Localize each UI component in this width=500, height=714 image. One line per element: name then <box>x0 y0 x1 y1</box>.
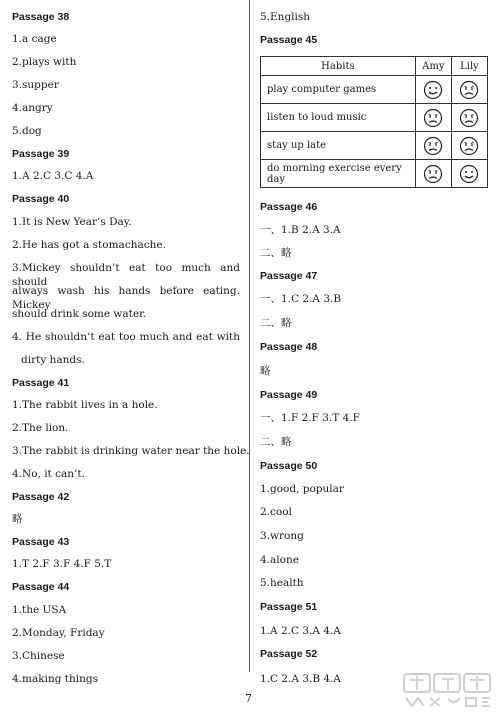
p40-answer-1: 1.It is New Year’s Day. <box>12 216 132 228</box>
p38-answer-4: 4.angry <box>12 102 53 114</box>
p41-answer-2: 2.The lion. <box>12 422 69 434</box>
habit-cell: play computer games <box>261 76 416 104</box>
p50-answer-4: 4.alone <box>260 554 299 566</box>
passage-41-title: Passage 41 <box>12 377 70 389</box>
p46-part-1: 一、1.B 2.A 3.A <box>260 224 341 236</box>
p41-answer-4: 4.No, it can’t. <box>12 468 85 480</box>
passage-48-title: Passage 48 <box>260 341 318 353</box>
column-divider <box>249 0 250 672</box>
sad-face-icon <box>415 132 451 160</box>
passage-38-title: Passage 38 <box>12 11 70 23</box>
passage-51-title: Passage 51 <box>260 601 318 613</box>
sad-face-icon <box>415 160 451 188</box>
p47-part-2: 二、略 <box>260 317 292 329</box>
passage-44-title: Passage 44 <box>12 581 70 593</box>
p50-answer-3: 3.wrong <box>260 530 304 542</box>
table-row <box>261 104 488 132</box>
p43-answers: 1.T 2.F 3.F 4.F 5.T <box>12 558 112 570</box>
amy-header: Amy <box>415 57 451 76</box>
passage-40-title: Passage 40 <box>12 193 70 205</box>
passage-39-title: Passage 39 <box>12 148 70 160</box>
table-row <box>261 160 488 188</box>
p41-answer-1: 1.The rabbit lives in a hole. <box>12 399 158 411</box>
passage-42-title: Passage 42 <box>12 491 70 503</box>
p44-answer-2: 2.Monday, Friday <box>12 627 105 639</box>
habits-table <box>260 56 488 188</box>
habit-cell: stay up late <box>261 132 416 160</box>
habits-header: Habits <box>261 57 416 76</box>
p40-answer-3-line3: should drink some water. <box>12 308 147 320</box>
p40-answer-3-line2: always wash his hands before eating. Mickey <box>12 285 240 311</box>
passage-50-title: Passage 50 <box>260 460 318 472</box>
p41-answer-3: 3.The rabbit is drinking water near the hole. <box>12 445 250 457</box>
habits-table-header <box>261 57 488 76</box>
sad-face-icon <box>415 104 451 132</box>
table-row <box>261 132 488 160</box>
passage-52-title: Passage 52 <box>260 648 318 660</box>
p47-part-1: 一、1.C 2.A 3.B <box>260 293 342 305</box>
p39-answers: 1.A 2.C 3.C 4.A <box>12 170 94 182</box>
p52-answers: 1.C 2.A 3.B 4.A <box>260 673 342 685</box>
p38-answer-5: 5.dog <box>12 125 42 137</box>
happy-face-icon <box>451 160 487 188</box>
p40-answer-4-line1: 4. He shouldn’t eat too much and eat with <box>12 331 240 343</box>
p42-answer: 略 <box>12 513 23 525</box>
p40-answer-4-line2: dirty hands. <box>21 354 85 366</box>
p49-part-1: 一、1.F 2.F 3.T 4.F <box>260 412 360 424</box>
passage-45-title: Passage 45 <box>260 34 318 46</box>
happy-face-icon <box>415 76 451 104</box>
sad-face-icon <box>451 104 487 132</box>
passage-47-title: Passage 47 <box>260 270 318 282</box>
p38-answer-2: 2.plays with <box>12 56 77 68</box>
p44-answer-1: 1.the USA <box>12 604 67 616</box>
passage-46-title: Passage 46 <box>260 201 318 213</box>
sad-face-icon <box>451 132 487 160</box>
habit-cell: listen to loud music <box>261 104 416 132</box>
p38-answer-1: 1.a cage <box>12 33 57 45</box>
p44-answer-4: 4.making things <box>12 673 98 685</box>
p44-answer-3: 3.Chinese <box>12 650 65 662</box>
p51-answers: 1.A 2.C 3.A 4.A <box>260 625 341 637</box>
watermark-logo <box>402 670 494 710</box>
habit-cell: do morning exercise every day <box>261 160 416 188</box>
p44-answer-5: 5.English <box>260 11 311 23</box>
p48-answer: 略 <box>260 365 271 377</box>
page-number: 7 <box>245 692 252 705</box>
p50-answer-2: 2.cool <box>260 506 292 518</box>
p40-answer-2: 2.He has got a stomachache. <box>12 239 166 251</box>
lily-header: Lily <box>451 57 487 76</box>
p38-answer-3: 3.supper <box>12 79 59 91</box>
p46-part-2: 二、略 <box>260 247 292 259</box>
passage-49-title: Passage 49 <box>260 389 318 401</box>
p50-answer-5: 5.health <box>260 577 304 589</box>
passage-43-title: Passage 43 <box>12 536 70 548</box>
p50-answer-1: 1.good, popular <box>260 483 344 495</box>
table-row <box>261 76 488 104</box>
p49-part-2: 二、略 <box>260 436 292 448</box>
sad-face-icon <box>451 76 487 104</box>
p40-answer-3-line1: 3.Mickey shouldn’t eat too much and should <box>12 262 240 288</box>
